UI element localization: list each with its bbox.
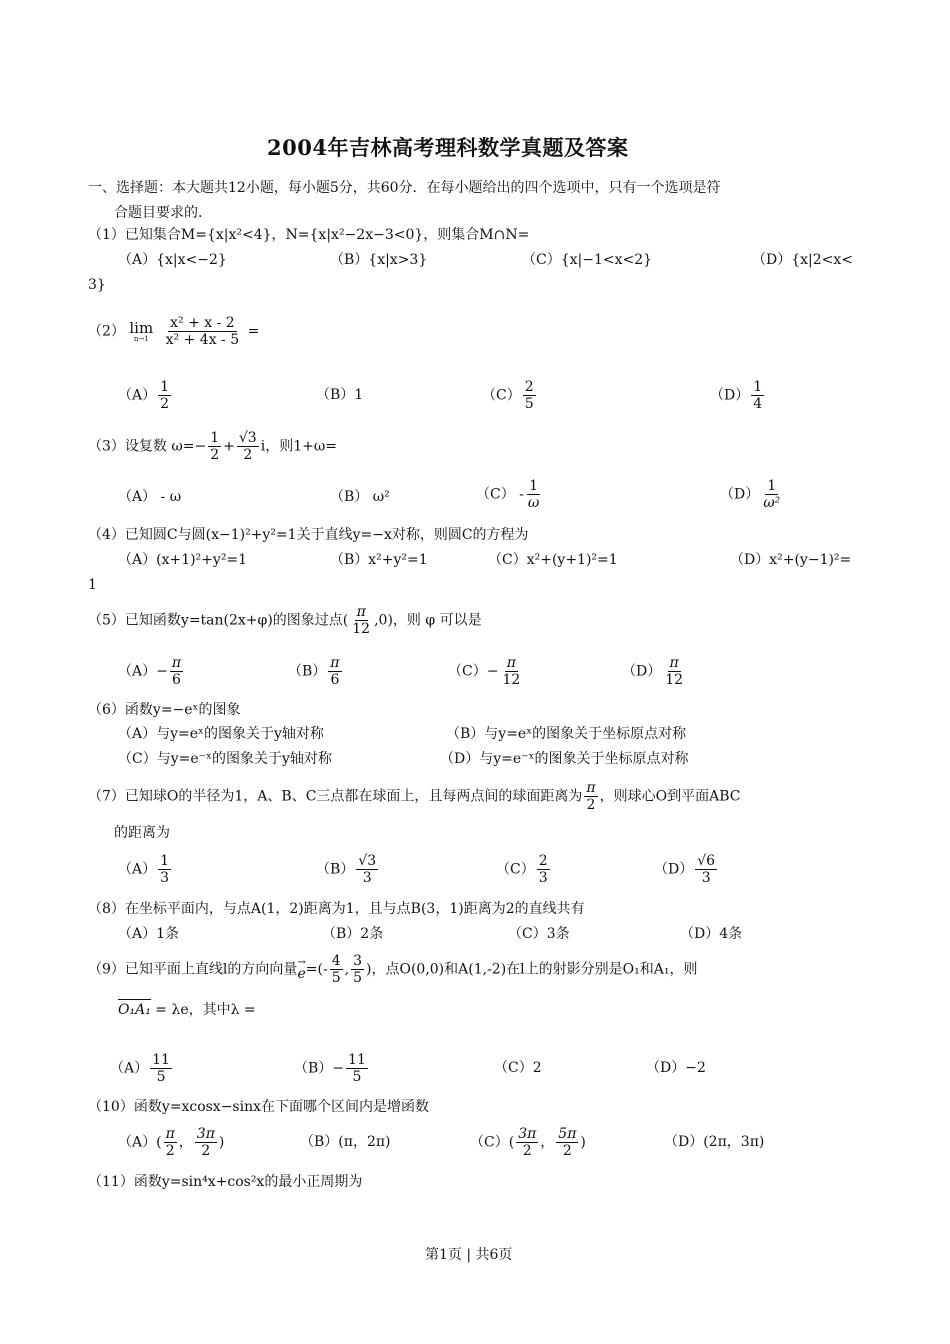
q4-option-b: （B）x²+y²=1: [330, 552, 428, 568]
q5-option-d: （D） $\frac{\pi}{12}$: [622, 655, 684, 689]
q2-option-c: （C） $\frac{2}{5}$: [482, 379, 534, 413]
vector-o1a1: O₁A₁: [118, 999, 151, 1018]
q6-stem: （6）函数y=−eˣ的图象: [88, 702, 241, 718]
q2-label: （2）: [88, 323, 125, 340]
q10-option-b: （B）(π，2π): [300, 1134, 391, 1150]
q2-limit-sub: n→1: [133, 334, 149, 343]
q4-option-d: （D）x²+(y−1)²=: [730, 552, 852, 568]
q9-option-c: （C）2: [494, 1060, 542, 1076]
q8-option-b: （B）2条: [322, 926, 384, 942]
q2-fraction: [164, 315, 241, 348]
q7-option-b: （B） $\frac{√3}{3}$: [316, 853, 377, 887]
q9-option-b: （B）− $\frac{11}{5}$: [294, 1052, 366, 1086]
q4-option-d-cont: 1: [88, 577, 97, 593]
q10-option-d: （D）(2π，3π): [664, 1134, 765, 1150]
q3-option-b: （B） ω²: [330, 489, 390, 505]
q10-option-a: （A）( $\frac{\pi}{2}$ ， $\frac{3\pi}{2}$ ): [118, 1126, 225, 1160]
q1-stem: （1）已知集合M={x|x²<4}，N={x|x²−2x−3<0}，则集合M∩N=: [88, 227, 530, 243]
page-footer: 第1页 | 共6页: [425, 1247, 513, 1263]
q7-stem-line2: 的距离为: [114, 825, 170, 841]
q3-option-c: （C） - $\frac{1}{\omega}$: [476, 478, 540, 512]
q1-option-b: （B）{x|x>3}: [330, 252, 428, 268]
q8-option-d: （D）4条: [680, 926, 743, 942]
q4-option-c: （C）x²+(y+1)²=1: [488, 552, 618, 568]
q2-option-d: （D） $\frac{1}{4}$: [710, 379, 763, 413]
q7-option-a: （A） $\frac{1}{3}$: [118, 853, 170, 887]
q6-option-a: （A）与y=eˣ的图象关于y轴对称: [118, 726, 324, 742]
q10-stem: （10）函数y=xcosx−sinx在下面哪个区间内是增函数: [88, 1099, 430, 1115]
q9-option-a: （A） $\frac{11}{5}$: [110, 1052, 170, 1086]
q5-option-b: （B） $\frac{\pi}{6}$: [288, 655, 340, 689]
q2-den: x² + 4x - 5: [165, 332, 240, 349]
q2-option-b: （B）1: [316, 387, 364, 403]
q8-option-c: （C）3条: [508, 926, 570, 942]
q8-stem: （8）在坐标平面内，与点A(1，2)距离为1，且与点B(3，1)距离为2的直线共有: [88, 901, 585, 917]
section-intro-line1: 一、选择题：本大题共12小题，每小题5分，共60分．在每小题给出的四个选项中，只有一个选项是符: [88, 180, 721, 196]
q5-option-c: （C）− $\frac{\pi}{12}$: [448, 655, 521, 689]
q11-stem: （11）函数y=sin⁴x+cos²x的最小正周期为: [88, 1174, 363, 1190]
q2-option-a: （A） $\frac{1}{2}$: [118, 379, 170, 413]
q9-stem-line2: [118, 1003, 256, 1017]
q1-option-d: （D）{x|2<x<: [752, 252, 854, 268]
q9-line2-text: = λe，其中λ =: [155, 1002, 256, 1018]
q2-eq: =: [247, 323, 260, 340]
q2-limit: lim n→1: [129, 318, 154, 343]
section-intro-line2: 合题目要求的.: [114, 205, 203, 221]
q5-option-a: （A）− $\frac{\pi}{6}$: [118, 655, 182, 689]
q10-option-c: （C）( $\frac{3\pi}{2}$ ， $\frac{5\pi}{2}$ ): [470, 1126, 586, 1160]
q5-stem: （5）已知函数y=tan(2x+φ)的图象过点( $\frac{\pi}{12}$ ,0)，则 φ 可以是: [88, 604, 482, 638]
q2-num: x² + x - 2: [170, 315, 235, 331]
q8-option-a: （A）1条: [118, 926, 180, 942]
q3-stem: （3）设复数 ω=− $\frac{1}{2}$ + $\frac{√3}{2}$ i，则1+ω=: [88, 430, 337, 464]
q4-stem: （4）已知圆C与圆(x−1)²+y²=1关于直线y=−x对称，则圆C的方程为: [88, 527, 529, 543]
q2-stem: [88, 315, 259, 348]
q7-option-c: （C） $\frac{2}{3}$: [496, 853, 548, 887]
q1-option-a: （A）{x|x<−2}: [118, 252, 227, 268]
q4-option-a: （A）(x+1)²+y²=1: [118, 552, 248, 568]
q9-option-d: （D）−2: [646, 1060, 706, 1076]
q3-option-a: （A） - ω: [118, 489, 182, 505]
q7-stem: （7）已知球O的半径为1，A、B、C三点都在球面上，且每两点间的球面距离为 $\frac{\pi}{2}$ ，则球心O到平面ABC: [88, 780, 741, 814]
q1-option-c: （C）{x|−1<x<2}: [522, 252, 653, 268]
q7-option-d: （D） $\frac{√6}{3}$: [654, 853, 716, 887]
page-title: 2004年吉林高考理科数学真题及答案: [267, 135, 629, 160]
q6-option-b: （B）与y=eˣ的图象关于坐标原点对称: [446, 726, 687, 742]
q3-option-d: （D） $\frac{1}{\text{ω²}}$: [720, 478, 781, 512]
q6-option-d: （D）与y=e⁻ˣ的图象关于坐标原点对称: [440, 751, 689, 767]
q6-option-c: （C）与y=e⁻ˣ的图象关于y轴对称: [118, 751, 332, 767]
q1-option-d-cont: 3}: [88, 277, 106, 293]
q9-stem: （9）已知平面上直线l的方向向量 → e =(- $\frac{4}{5}$ , $\frac{3}{5}$ )，点O(0,0)和A(1,-2)在l上的射影分别是O₁和A₁，则: [88, 953, 698, 987]
